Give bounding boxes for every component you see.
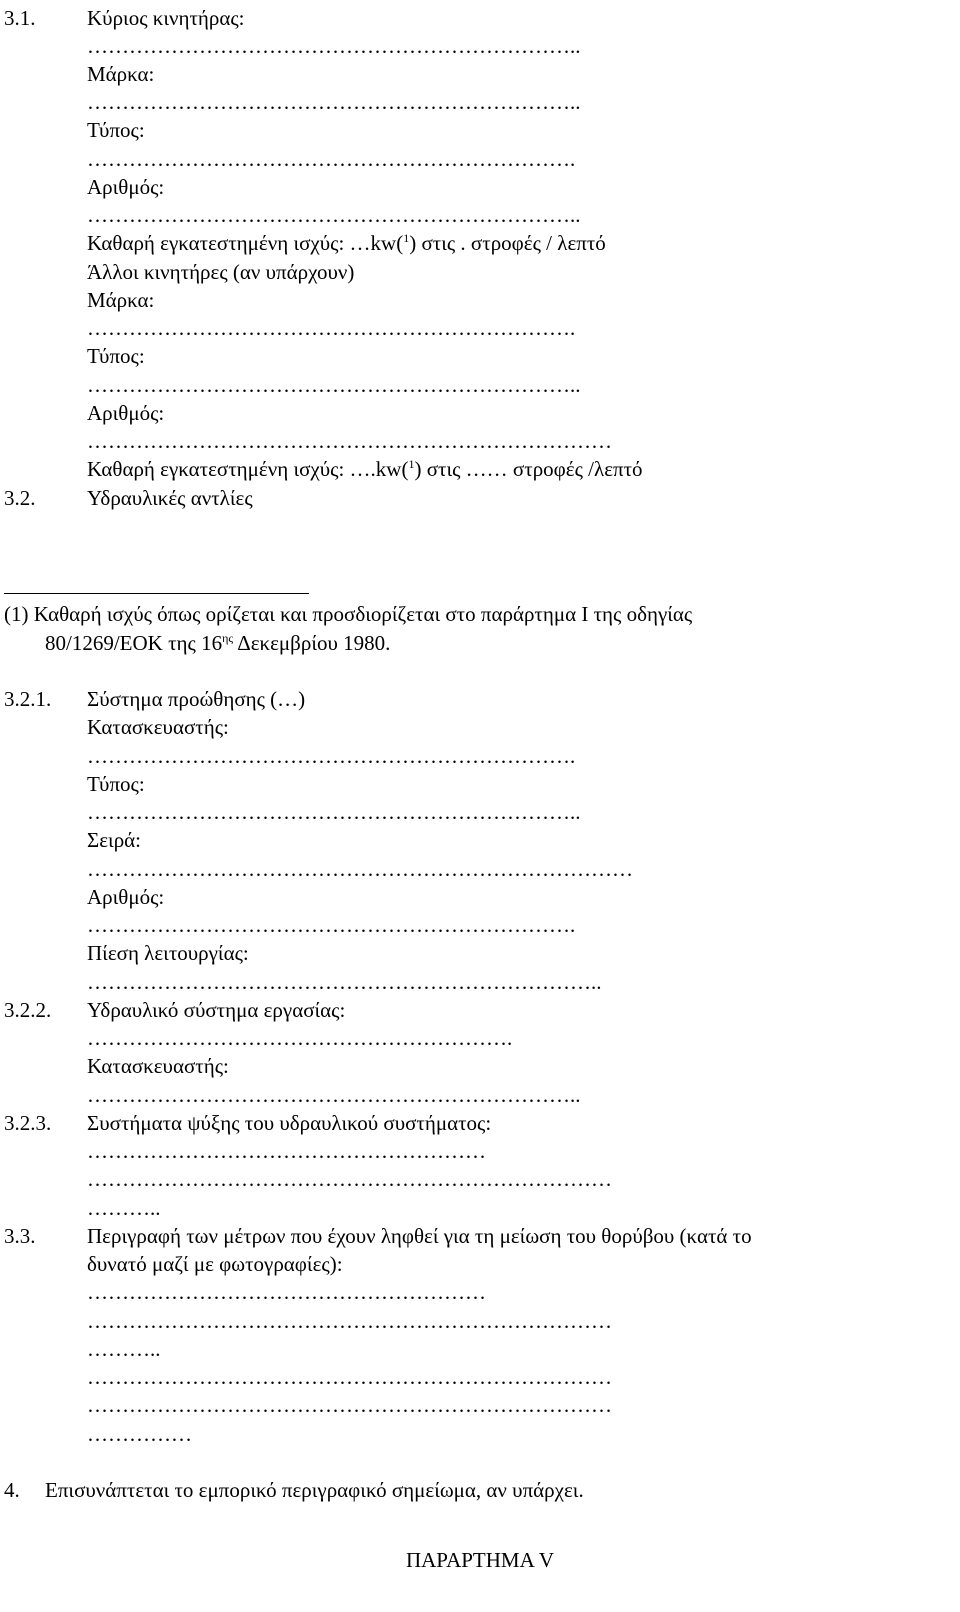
blank-line: ……………………………………………………………. (87, 913, 576, 937)
blank-line: ……………………………………………………………. (87, 744, 576, 768)
blank-line: ………………………………………………………………… (87, 1365, 612, 1389)
section-3-2-number: 3.2. (4, 486, 36, 510)
footnote-text: 80/1269/ΕΟΚ της 16 (45, 631, 223, 655)
cooling-systems-title: Συστήματα ψύξης του υδραυλικού συστήματος: (87, 1111, 492, 1135)
blank-line: ………………………………………………………………… (87, 1167, 612, 1191)
pressure-label: Πίεση λειτουργίας: (87, 941, 249, 965)
blank-line: ………………………………………………………………… (87, 429, 612, 453)
section-3-2-1-number: 3.2.1. (4, 687, 52, 711)
serial2-label: Αριθμός: (87, 401, 165, 425)
blank-line: ………………………………………………… (87, 1280, 486, 1304)
commercial-note-text: Επισυνάπτεται το εμπορικό περιγραφικό σημείωμα, αν υπάρχει. (45, 1478, 584, 1502)
section-3-2-3-number: 3.2.3. (4, 1111, 52, 1135)
blank-line: …………………………………………………………….. (87, 373, 581, 397)
blank-line: …………………………………………………………….. (87, 1083, 581, 1107)
footnote-line2 (45, 629, 390, 658)
section-4-number: 4. (4, 1478, 20, 1502)
footnote-marker: 1 (403, 231, 410, 245)
blank-line: …………………………………………………………….. (87, 90, 581, 114)
blank-line: …………………………………………………………….. (87, 203, 581, 227)
propulsion-system-title: Σύστημα προώθησης (…) (87, 687, 306, 711)
series-label: Σειρά: (87, 828, 142, 852)
footnote-line1: (1) Καθαρή ισχύς όπως ορίζεται και προσδιορίζεται στο παράρτημα Ι της οδηγίας (4, 602, 693, 626)
work-hydraulic-title: Υδραυλικό σύστημα εργασίας: (87, 998, 346, 1022)
type-label: Τύπος: (87, 118, 145, 142)
hydraulic-pumps-title: Υδραυλικές αντλίες (87, 486, 253, 510)
net-power-text: Καθαρή εγκατεστημένη ισχύς: …kw( (87, 231, 404, 255)
blank-line: …………………………………………………………….. (87, 800, 581, 824)
noise-measures-title: Περιγραφή των μέτρων που έχουν ληφθεί για τη μείωση του θορύβου (κατά το (87, 1224, 752, 1248)
blank-line: ……………………………………………………. (87, 1026, 513, 1050)
manufacturer-label: Κατασκευαστής: (87, 1054, 229, 1078)
net-power-text-rest: ) στις . στροφές / λεπτό (409, 231, 606, 255)
blank-line: ……………………………………………………………….. (87, 970, 602, 994)
blank-line: ……….. (87, 1196, 161, 1220)
section-3-3-number: 3.3. (4, 1224, 36, 1248)
blank-line: ……………………………………………………………. (87, 316, 576, 340)
serial-label: Αριθμός: (87, 885, 165, 909)
footnote-divider (4, 593, 309, 594)
net-power2-line (87, 455, 643, 484)
net-power-line (87, 229, 606, 258)
blank-line: …………………………………………………………….. (87, 34, 581, 58)
main-engine-label: Κύριος κινητήρας: (87, 6, 245, 30)
footnote-superscript: ης (222, 631, 234, 645)
blank-line: …………………………………………………………………… (87, 857, 633, 881)
blank-line: ………………………………………………………………… (87, 1309, 612, 1333)
manufacturer-label: Κατασκευαστής: (87, 715, 229, 739)
footnote-marker: 1 (408, 457, 415, 471)
net-power2-text: Καθαρή εγκατεστημένη ισχύς: ….kw( (87, 457, 409, 481)
serial-label: Αριθμός: (87, 175, 165, 199)
noise-measures-title-cont: δυνατό μαζί με φωτογραφίες): (87, 1252, 343, 1276)
net-power2-text-rest: ) στις …… στροφές /λεπτό (414, 457, 643, 481)
type2-label: Τύπος: (87, 344, 145, 368)
section-3-1-number: 3.1. (4, 6, 36, 30)
section-3-2-2-number: 3.2.2. (4, 998, 52, 1022)
footnote-text-rest: Δεκεμβρίου 1980. (233, 631, 391, 655)
brand-label: Μάρκα: (87, 62, 155, 86)
type-label: Τύπος: (87, 772, 145, 796)
blank-line: ………………………………………………………………… (87, 1393, 612, 1417)
blank-line: ………………………………………………… (87, 1139, 486, 1163)
blank-line: ……….. (87, 1337, 161, 1361)
blank-line: …………… (87, 1422, 192, 1446)
blank-line: ……………………………………………………………. (87, 147, 576, 171)
other-engines-label: Άλλοι κινητήρες (αν υπάρχουν) (87, 260, 355, 284)
brand2-label: Μάρκα: (87, 288, 155, 312)
annex-title: ΠΑΡΑΡΤΗΜΑ V (405, 1548, 555, 1572)
